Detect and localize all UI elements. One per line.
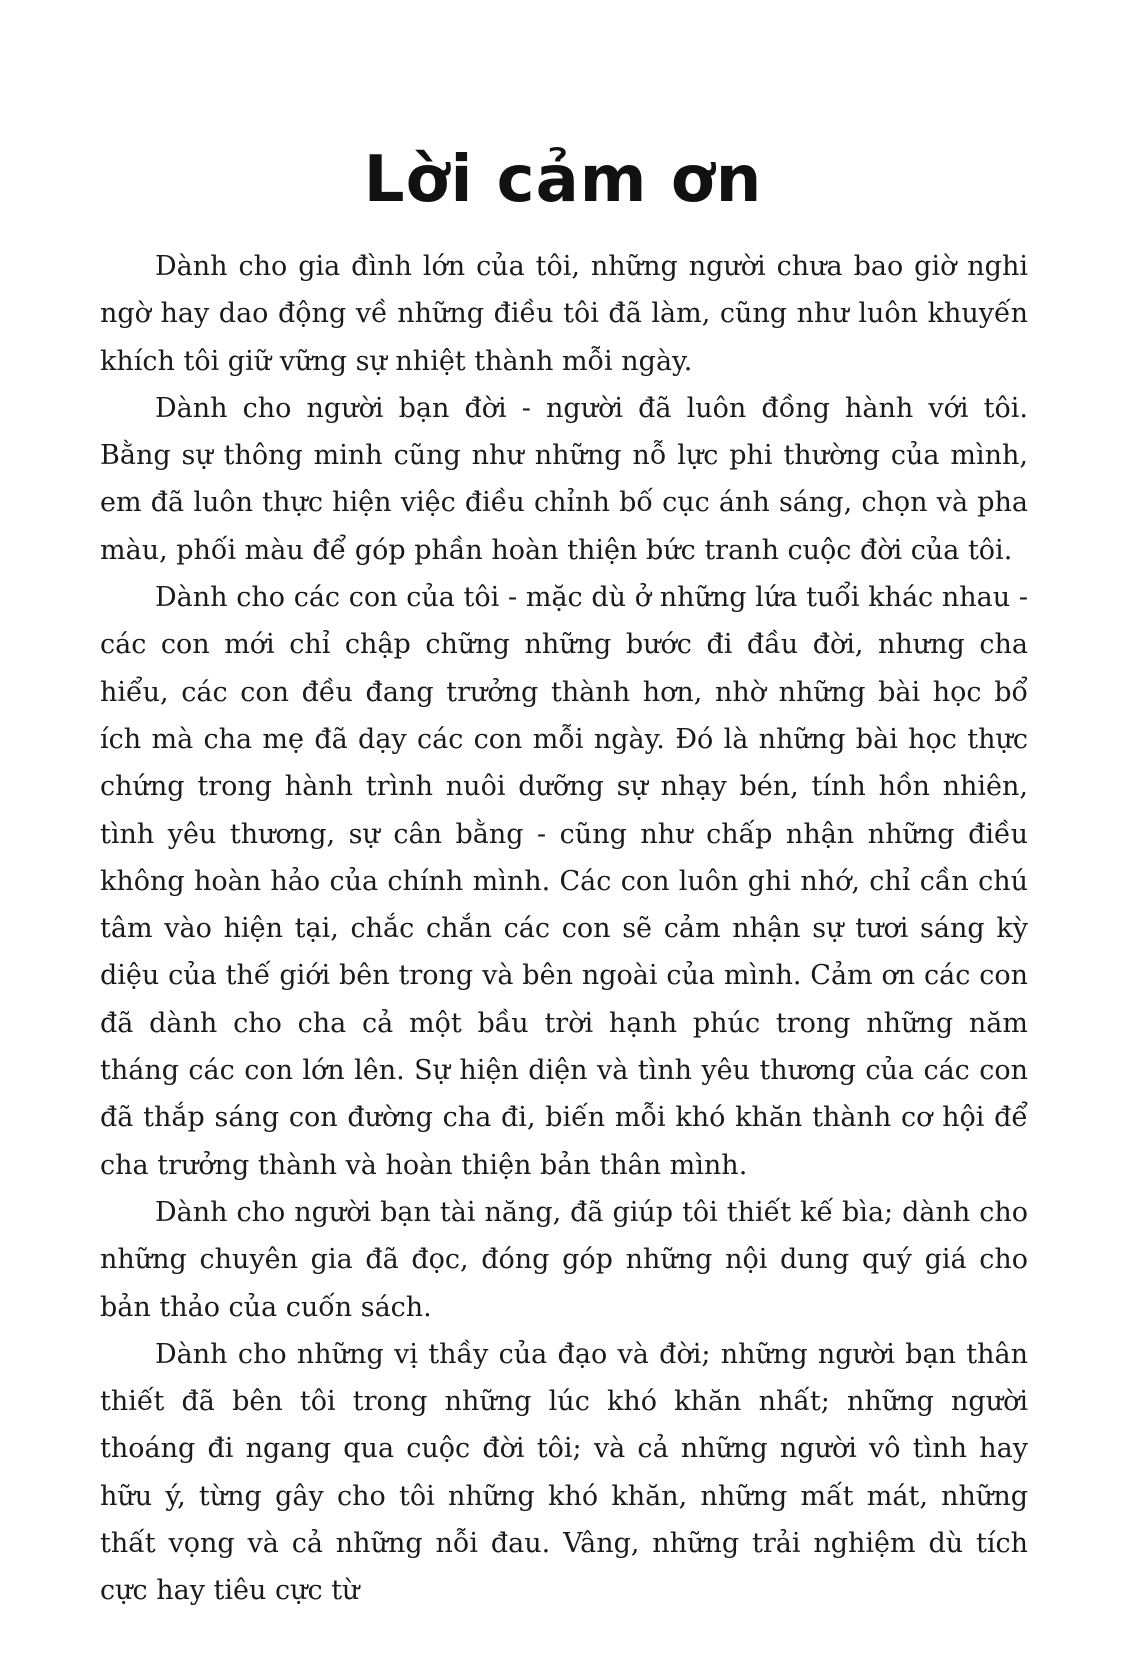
paragraph-designer-experts: Dành cho người bạn tài năng, đã giúp tôi thiết kế bìa; dành cho những chuyên gia đã đọc, đóng góp những nội dung quý giá cho bản thảo của cuốn sách. xyxy=(100,1196,1028,1323)
paragraph-teachers-friends: Dành cho những vị thầy của đạo và đời; những người bạn thân thiết đã bên tôi trong những lúc khó khăn nhất; những người thoáng đi ngang qua cuộc đời tôi; và cả những người vô tình hay hữu ý, từng gây cho tôi những khó khăn, những mất mát, những thất vọng và cả những nỗi đau. Vâng, những trải nghiệm dù tích cực hay tiêu cực từ xyxy=(100,1338,1028,1607)
paragraph-children: Dành cho các con của tôi - mặc dù ở những lứa tuổi khác nhau - các con mới chỉ chập chững những bước đi đầu đời, nhưng cha hiểu, các con đều đang trưởng thành hơn, nhờ những bài học bổ ích mà cha mẹ đã dạy các con mỗi ngày. Đó là những bài học thực chứng trong hành trình nuôi dưỡng sự nhạy bén, tính hồn nhiên, tình yêu thương, sự cân bằng - cũng như chấp nhận những điều không hoàn hảo của chính mình. Các con luôn ghi nhớ, chỉ cần chú tâm vào hiện tại, chắc chắn các con sẽ cảm nhận sự tươi sáng kỳ diệu của thế giới bên trong và bên ngoài của mình. Cảm ơn các con đã dành cho cha cả một bầu trời hạnh phúc trong những năm tháng các con lớn lên. Sự hiện diện và tình yêu thương của các con đã thắp sáng con đường cha đi, biến mỗi khó khăn thành cơ hội để cha trưởng thành và hoàn thiện bản thân mình. xyxy=(100,582,1028,1181)
acknowledgements-body xyxy=(100,243,1028,1615)
paragraph-family: Dành cho gia đình lớn của tôi, những người chưa bao giờ nghi ngờ hay dao động về những điều tôi đã làm, cũng như luôn khuyến khích tôi giữ vững sự nhiệt thành mỗi ngày. xyxy=(100,251,1028,377)
paragraph-partner: Dành cho người bạn đời - người đã luôn đồng hành với tôi. Bằng sự thông minh cũng như những nỗ lực phi thường của mình, em đã luôn thực hiện việc điều chỉnh bố cục ánh sáng, chọn và pha màu, phối màu để góp phần hoàn thiện bức tranh cuộc đời của tôi. xyxy=(100,392,1028,566)
page-title: Lời cảm ơn xyxy=(363,143,763,217)
